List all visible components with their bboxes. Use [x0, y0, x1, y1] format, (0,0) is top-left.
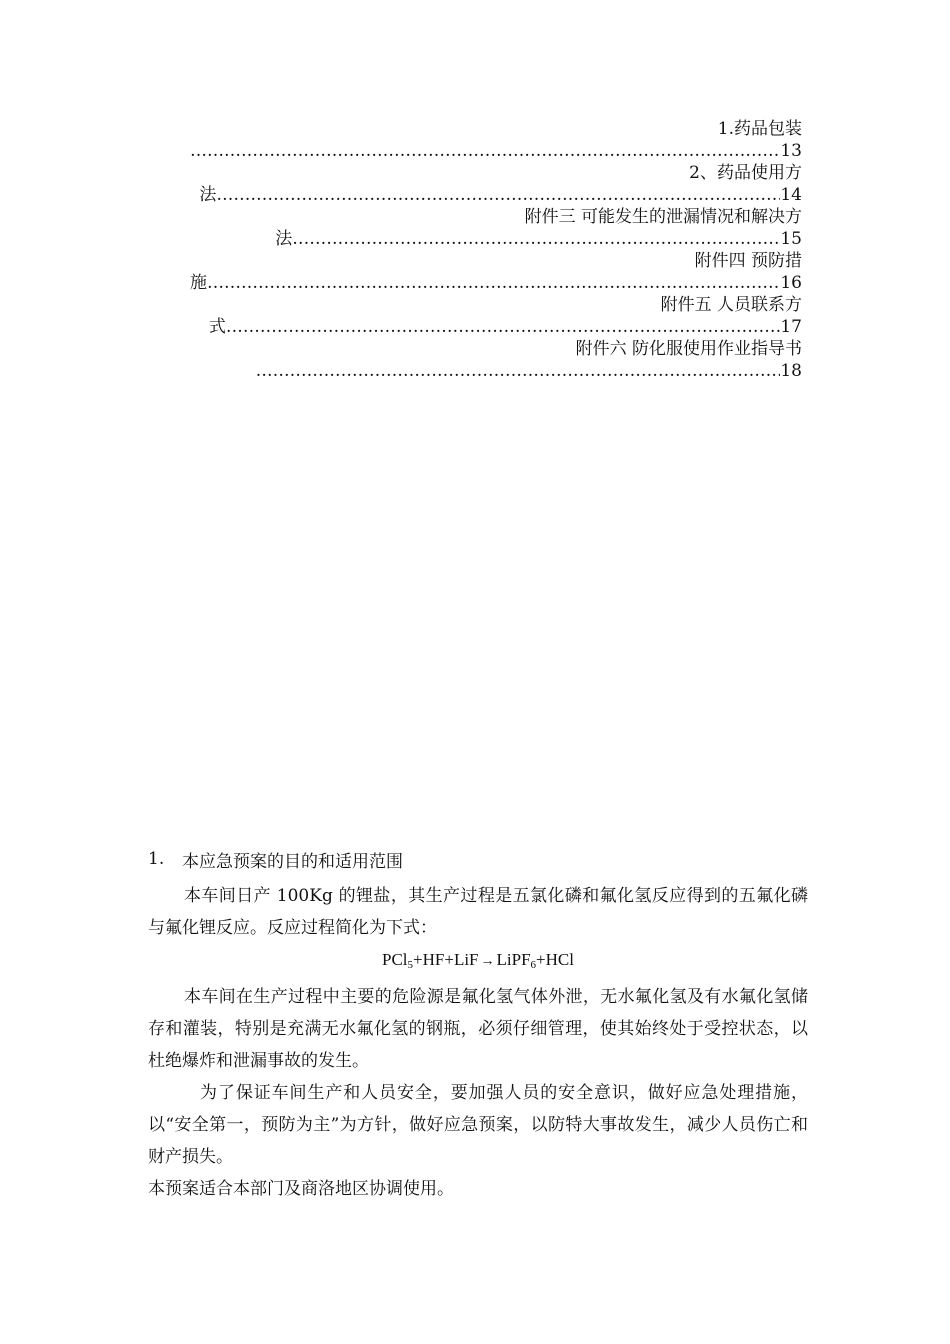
- toc-leader-dots: [216, 184, 780, 206]
- reaction-formula: [148, 944, 808, 981]
- toc-leader-dots: [190, 140, 780, 162]
- paragraph-production-overview: 本车间日产 100Kg 的锂盐，其生产过程是五氯化磷和氟化氢反应得到的五氟化磷与氟化锂反应。反应过程简化为下式：: [148, 886, 808, 938]
- toc-entry-page: 17: [780, 317, 802, 337]
- reaction-arrow-icon: →: [480, 954, 495, 969]
- section-purpose-scope: [148, 846, 808, 1205]
- toc-entry[interactable]: [190, 338, 802, 382]
- toc-entry-page: 16: [780, 273, 802, 293]
- toc-leader-dots: [226, 316, 781, 338]
- paragraph-applicability: 本预案适合本部门及商洛地区协调使用。: [148, 1179, 454, 1199]
- toc-entry-title-continuation: 法: [199, 185, 217, 205]
- section-number: 1.: [148, 849, 165, 869]
- toc-entry[interactable]: [190, 118, 802, 162]
- toc-entry[interactable]: [190, 294, 802, 338]
- toc-entry-title-continuation: 式: [208, 317, 226, 337]
- toc-leader-dots: [207, 272, 780, 294]
- toc-entry-leader-line: [190, 184, 802, 206]
- toc-entry-title-continuation: 法: [275, 229, 293, 249]
- toc-entry-page: 15: [780, 229, 802, 249]
- formula-subscript-5: 5: [407, 959, 414, 971]
- section-heading: [148, 846, 808, 872]
- toc-leader-dots: [292, 228, 780, 250]
- paragraph-safety-policy: 为了保证车间生产和人员安全，要加强人员的安全意识，做好应急处理措施，以“安全第一，预防为主”为方针，做好应急预案，以防特大事故发生，减少人员伤亡和财产损失。: [148, 1083, 808, 1167]
- table-of-contents: [190, 118, 802, 382]
- toc-entry-title: 附件四 预防措: [694, 251, 802, 271]
- toc-entry-title: 附件六 防化服使用作业指导书: [575, 339, 802, 359]
- toc-entry-title: 1.药品包装: [717, 119, 802, 139]
- toc-entry-title: 附件三 可能发生的泄漏情况和解决方: [524, 207, 802, 227]
- section-title: 本应急预案的目的和适用范围: [182, 851, 403, 872]
- paragraph-hazard-sources: 本车间在生产过程中主要的危险源是氟化氢气体外泄，无水氟化氢及有水氟化氢储存和灌装，特别是充满无水氟化氢的钢瓶，必须仔细管理，使其始终处于受控状态，以杜绝爆炸和泄漏事故的发生。: [148, 987, 808, 1071]
- toc-entry-leader-line: [190, 316, 802, 338]
- toc-entry-leader-line: [190, 272, 802, 294]
- toc-entry-title: 2、药品使用方: [689, 163, 802, 183]
- toc-entry[interactable]: [190, 250, 802, 294]
- formula-reactant-pcl: PCl: [382, 950, 408, 969]
- toc-entry-title-continuation: 施: [190, 273, 207, 293]
- toc-entry[interactable]: [190, 162, 802, 206]
- toc-entry[interactable]: [190, 206, 802, 250]
- toc-entry-page: 13: [780, 141, 802, 161]
- formula-subscript-6: 6: [530, 959, 537, 971]
- toc-entry-page: 18: [780, 361, 802, 381]
- formula-reactants-rest: +HF+LiF: [413, 950, 479, 969]
- formula-product-lipf: LiPF: [496, 950, 531, 969]
- formula-product-rest: +HCl: [536, 950, 574, 969]
- toc-entry-title: 附件五 人员联系方: [660, 295, 802, 315]
- toc-entry-page: 14: [780, 185, 802, 205]
- toc-entry-leader-line: [190, 140, 802, 162]
- toc-entry-leader-line: [190, 228, 802, 250]
- toc-entry-leader-line: [190, 360, 802, 382]
- toc-leader-dots: [256, 360, 781, 382]
